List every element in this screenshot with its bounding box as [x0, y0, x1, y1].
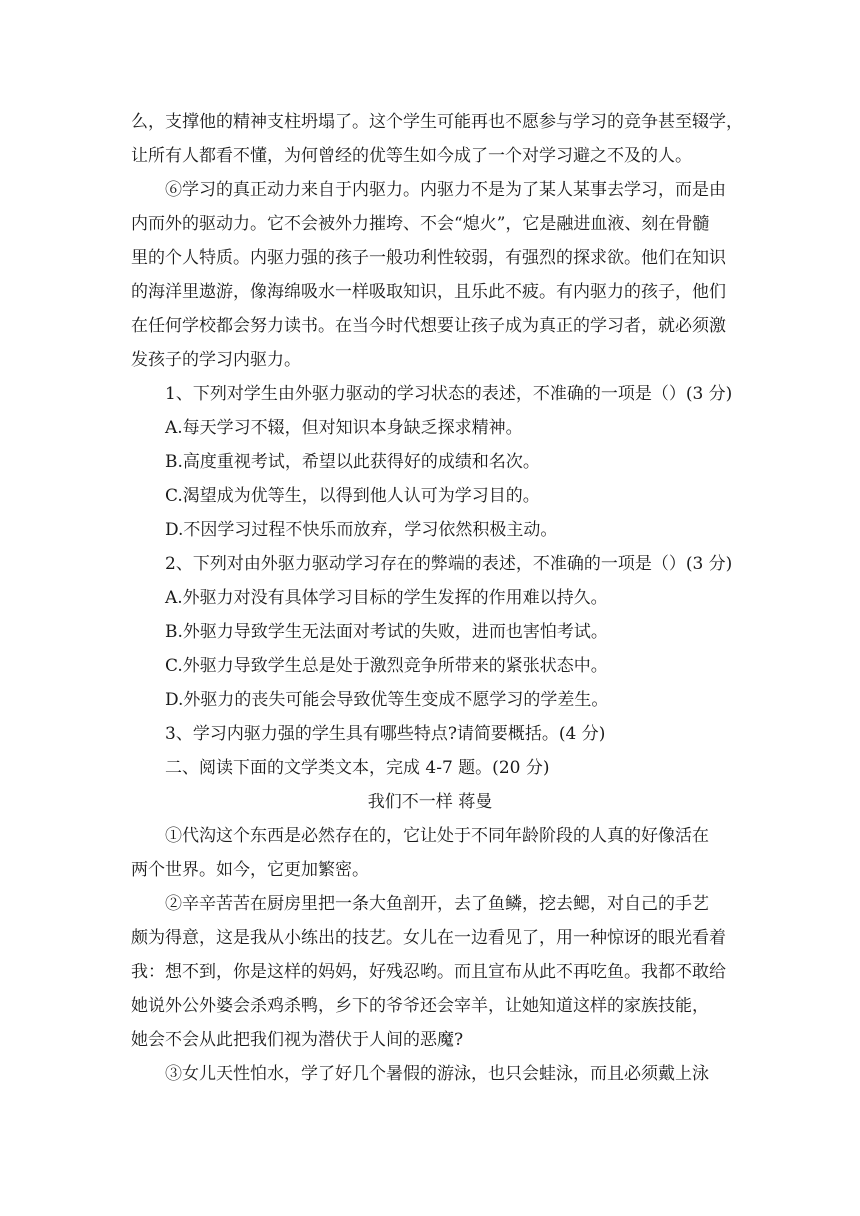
question-1-option-c: C.渴望成为优等生，以得到他人认可为学习目的。 [165, 486, 540, 506]
paragraph-line: 她会不会从此把我们视为潜伏于人间的恶魔? [131, 1030, 464, 1050]
question-2-option-b: B.外驱力导致学生无法面对考试的失败，进而也害怕考试。 [165, 622, 608, 642]
paragraph-line: 发孩子的学习内驱力。 [131, 350, 301, 370]
question-1-option-b: B.高度重视考试，希望以此获得好的成绩和名次。 [165, 452, 540, 472]
paragraph-line: 里的个人特质。内驱力强的孩子一般功利性较弱，有强烈的探求欲。他们在知识 [131, 248, 726, 268]
paragraph-line: 颇为得意，这是我从小练出的技艺。女儿在一边看见了，用一种惊讶的眼光看着 [131, 928, 726, 948]
paragraph-line: 让所有人都看不懂，为何曾经的优等生如今成了一个对学习避之不及的人。 [131, 146, 692, 166]
paragraph-line: ③女儿天性怕水，学了好几个暑假的游泳，也只会蛙泳，而且必须戴上泳 [165, 1064, 709, 1084]
paragraph-line: ⑥学习的真正动力来自于内驱力。内驱力不是为了某人某事去学习，而是由 [165, 180, 726, 200]
paragraph-line: 内而外的驱动力。它不会被外力摧垮、不会“熄火”，它是融进血液、刻在骨髓 [131, 214, 710, 234]
question-1-option-d: D.不因学习过程不快乐而放弃，学习依然积极主动。 [165, 520, 558, 540]
section-heading: 二、阅读下面的文学类文本，完成 4-7 题。(20 分) [165, 758, 550, 778]
paragraph-line: 么，支撑他的精神支柱坍塌了。这个学生可能再也不愿参与学习的竞争甚至辍学， [131, 112, 743, 132]
passage-title: 我们不一样 蒋曼 [367, 792, 493, 812]
question-1: 1、下列对学生由外驱力驱动的学习状态的表述，不准确的一项是（）(3 分) [165, 384, 733, 404]
paragraph-line: 我：想不到，你是这样的妈妈，好残忍哟。而且宣布从此不再吃鱼。我都不敢给 [131, 962, 726, 982]
paragraph-line: ②辛辛苦苦在厨房里把一条大鱼剖开，去了鱼鳞，挖去鳃，对自己的手艺 [165, 894, 709, 914]
question-2-option-a: A.外驱力对没有具体学习目标的学生发挥的作用难以持久。 [165, 588, 608, 608]
paragraph-line: ①代沟这个东西是必然存在的，它让处于不同年龄阶段的人真的好像活在 [165, 826, 709, 846]
paragraph-line: 两个世界。如今，它更加繁密。 [131, 860, 369, 880]
paragraph-line: 她说外公外婆会杀鸡杀鸭，乡下的爷爷还会宰羊，让她知道这样的家族技能， [131, 996, 709, 1016]
question-2: 2、下列对由外驱力驱动学习存在的弊端的表述，不准确的一项是（）(3 分) [165, 554, 733, 574]
paragraph-line: 的海洋里遨游，像海绵吸水一样吸取知识，且乐此不疲。有内驱力的孩子，他们 [131, 282, 726, 302]
question-3: 3、学习内驱力强的学生具有哪些特点?请简要概括。(4 分) [165, 724, 606, 744]
question-2-option-c: C.外驱力导致学生总是处于激烈竞争所带来的紧张状态中。 [165, 656, 608, 676]
question-1-option-a: A.每天学习不辍，但对知识本身缺乏探求精神。 [165, 418, 523, 438]
paragraph-line: 在任何学校都会努力读书。在当今时代想要让孩子成为真正的学习者，就必须激 [131, 316, 726, 336]
question-2-option-d: D.外驱力的丧失可能会导致优等生变成不愿学习的学差生。 [165, 690, 609, 710]
